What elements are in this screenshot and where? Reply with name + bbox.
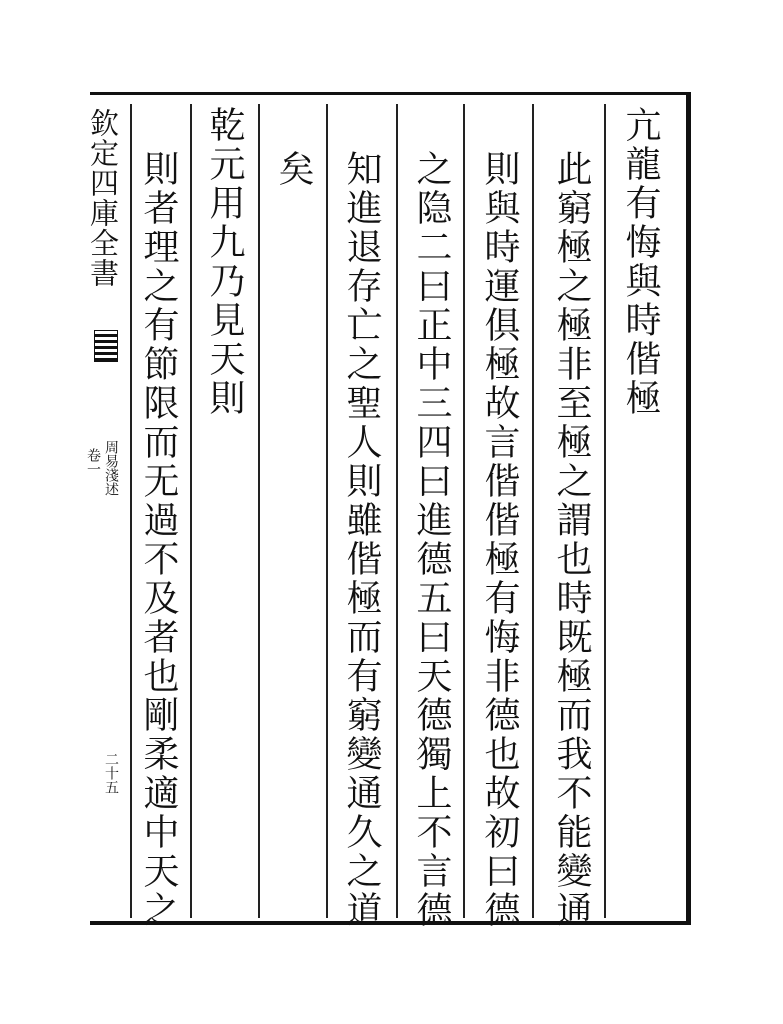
text-column-1: 亢龍有悔與時偕極: [620, 106, 661, 418]
column-rule: [463, 104, 465, 918]
column-rule: [258, 104, 260, 918]
volume-label: 卷一: [85, 448, 101, 476]
text-column-4: 之隐二曰正中三四曰進德五曰天德獨上不言德: [411, 150, 452, 930]
work-title: 周易淺述: [103, 440, 119, 496]
text-column-8: 則者理之有節限而无過不及者也剛柔適中天之: [138, 150, 179, 930]
text-column-3: 則與時運俱極故言偕偕極有悔非德也故初曰德: [479, 150, 520, 930]
text-column-2: 此窮極之極非至極之謂也時既極而我不能變通: [551, 150, 592, 930]
column-rule: [396, 104, 398, 918]
fish-tail-mark: [94, 330, 118, 362]
page-number: 二十五: [103, 752, 119, 794]
column-rule: [604, 104, 606, 918]
text-column-7: 乾元用九乃見天則: [204, 106, 245, 418]
column-rule: [326, 104, 328, 918]
text-column-6: 矣: [273, 150, 314, 189]
column-rule: [130, 104, 132, 918]
page-frame: [86, 92, 691, 925]
book-title: 欽定四庫全書: [86, 108, 120, 288]
column-rule: [532, 104, 534, 918]
column-rule: [190, 104, 192, 918]
text-column-5: 知進退存亡之聖人則雖偕極而有窮變通久之道: [341, 150, 382, 930]
